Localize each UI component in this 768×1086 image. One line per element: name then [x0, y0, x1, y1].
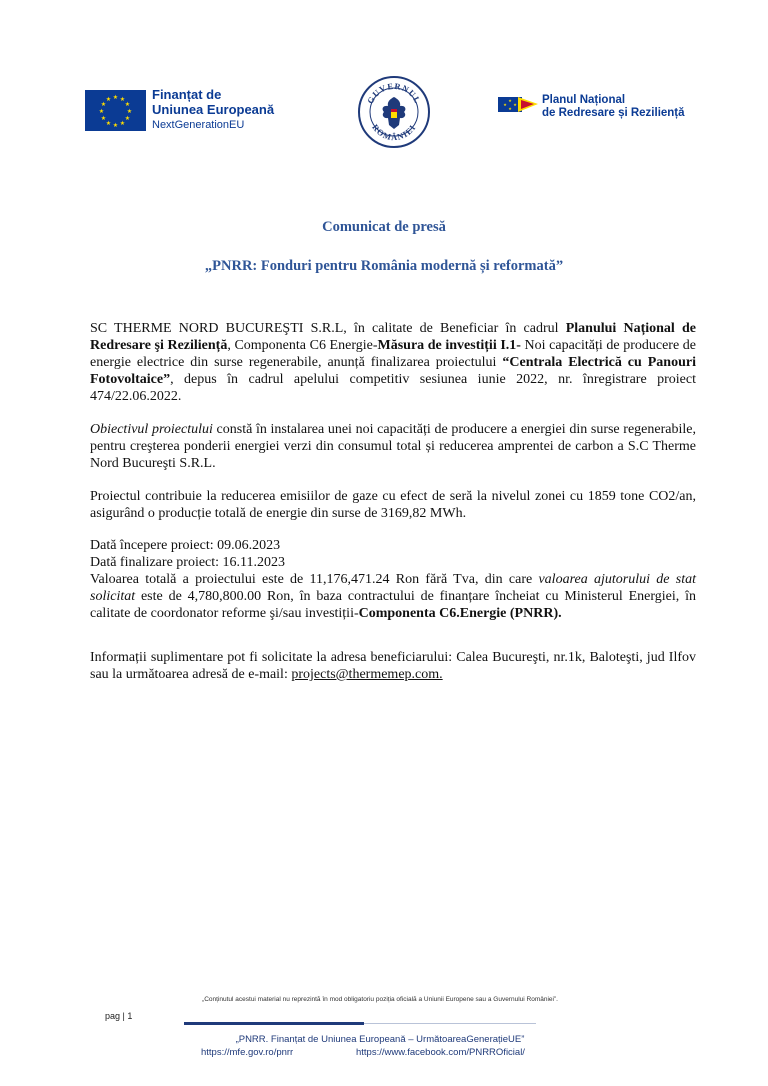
pnrr-label	[542, 94, 685, 120]
pnrr-logo-icon	[498, 93, 538, 115]
romanian-coat-of-arms-icon	[383, 97, 406, 129]
svg-text:★: ★	[508, 106, 512, 111]
end-date: Dată finalizare proiect: 16.11.2023	[90, 555, 286, 570]
p2-label: Obiectivul proiectului	[90, 422, 213, 437]
p1-text-e: Noi capacități de producere de energie electrice din surse regenerabile, anunță finalizarea proiectului	[90, 338, 696, 370]
footer-divider	[184, 1022, 536, 1026]
paragraph-value	[90, 571, 696, 622]
svg-text:★: ★	[98, 108, 105, 115]
svg-text:★: ★	[513, 102, 517, 107]
footer-link-mfe[interactable]: https://mfe.gov.ro/pnrr	[201, 1047, 294, 1058]
p5-text-c: este de 4,780,800.00 Ron, în baza contractului de finanțare încheiat cu Ministerul Energiei, în calitate de coordonator reforme şi/sau investiții-	[90, 589, 696, 621]
svg-text:★: ★	[112, 122, 119, 129]
email-link[interactable]: projects@thermemep.com.	[291, 667, 443, 682]
seal-label-bottom: ROMÂNIEI	[370, 122, 418, 143]
page-subtitle: „PNRR: Fonduri pentru România modernă și reformată”	[204, 258, 564, 274]
p5-component: Componenta C6.Energie (PNRR).	[358, 606, 562, 621]
paragraph-emissions: Proiectul contribuie la reducerea emisiilor de gaze cu efect de seră la nivelul zonei cu 1859 tone CO2/an, asigurând o producție totală de energie din surse de 3169,82 MWh.	[90, 489, 696, 521]
p6-text: Informații suplimentare pot fi solicitate la adresa beneficiarului: Calea Bucureşti, nr.1k, Baloteşti, jud Ilfov sau la următoarea adresă de e-mail:	[90, 650, 696, 682]
paragraph-objective	[90, 421, 696, 472]
p1-project-name: “Centrala Electrică cu Panouri Fotovoltaice”	[90, 355, 696, 387]
page-number: pag | 1	[105, 1011, 133, 1021]
p1-text-a: SC THERME NORD BUCUREŞTI S.R.L, în calitate de Beneficiar în cadrul	[90, 321, 566, 336]
svg-text:★: ★	[124, 115, 131, 122]
svg-text:★: ★	[119, 96, 126, 103]
p1-text-g: , depus în cadrul apelului competitiv sesiunea iunie 2022, nr. înregistrare proiect 474/22.06.2022.	[90, 372, 696, 404]
pnrr-label-line2: de Redresare și Reziliență	[542, 107, 685, 119]
paragraph-contact	[90, 649, 696, 683]
eu-flag-icon	[85, 90, 146, 131]
footer-disclaimer: „Conținutul acestui material nu reprezintă în mod obligatoriu poziția oficială a Uniunii Europene sau a Guvernului României”.	[202, 996, 558, 1003]
p1-text-c: , Componenta C6 Energie-	[227, 338, 378, 353]
eu-funding-label	[152, 87, 274, 133]
svg-text:★: ★	[100, 101, 107, 108]
eu-funding-line2: Uniunea Europeană	[152, 102, 275, 117]
svg-text:★: ★	[124, 101, 131, 108]
pnrr-label-line1: Planul Național	[542, 94, 626, 106]
p2-text: constă în instalarea unei noi capacități de producere a energiei din surse regenerabile, pentru creşterea ponderii energiei verzi din consumul total și reducerea amprentei de carbon a S.C Therme Nord Bucureşti S.R.L.	[90, 422, 696, 471]
government-seal	[357, 75, 431, 149]
p1-measure: Măsura de investiții I.1-	[377, 338, 521, 353]
footer-tagline: „PNRR. Finanțat de Uniunea Europeană – UrmătoareaGenerațieUE”	[235, 1034, 525, 1045]
svg-text:★: ★	[105, 96, 112, 103]
svg-text:★: ★	[119, 120, 126, 127]
footer-link-facebook[interactable]: https://www.facebook.com/PNRROficial/	[356, 1047, 525, 1058]
svg-text:★: ★	[503, 102, 507, 107]
paragraph-beneficiary	[90, 320, 696, 405]
seal-label-top: GUVERNUL	[364, 80, 424, 106]
svg-text:★: ★	[100, 115, 107, 122]
svg-text:★: ★	[112, 94, 119, 101]
svg-text:★: ★	[508, 98, 512, 103]
p1-plan-name: Planului Național de Redresare şi Reziliență	[90, 321, 696, 353]
paragraph-dates	[90, 537, 696, 571]
page-title: Comunicat de presă	[322, 219, 446, 235]
svg-text:★: ★	[126, 108, 133, 115]
start-date: Dată începere proiect: 09.06.2023	[90, 538, 281, 553]
p5-text-a: Valoarea totală a proiectului este de 11,176,471.24 Ron fără Tva, din care	[90, 572, 539, 587]
eu-funding-line3: NextGenerationEU	[152, 119, 245, 131]
p5-state-aid: valoarea ajutorului de stat solicitat	[90, 572, 696, 604]
svg-text:★: ★	[105, 120, 112, 127]
eu-funding-line1: Finanțat de	[152, 87, 222, 102]
